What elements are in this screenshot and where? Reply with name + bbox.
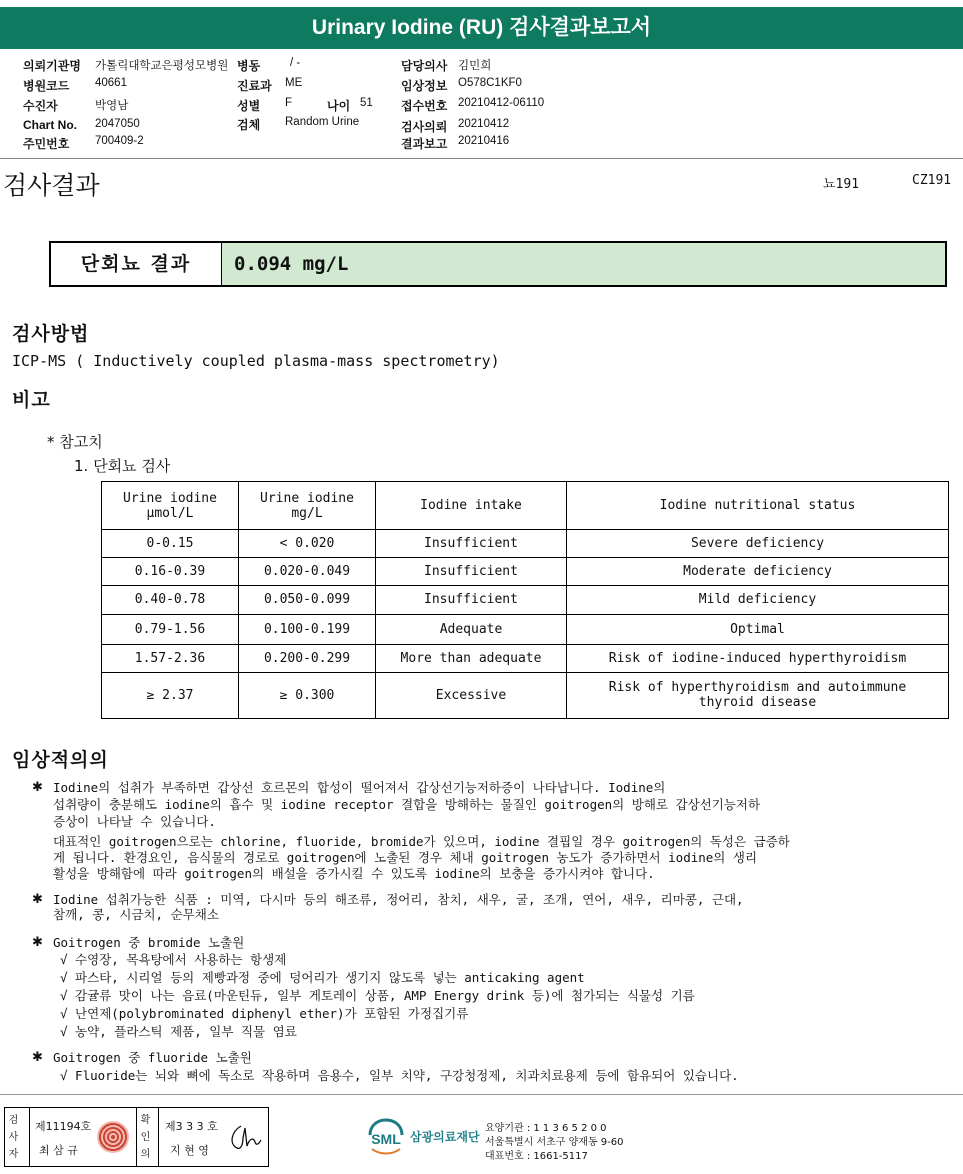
table-cell: Excessive xyxy=(376,672,567,718)
table-cell: < 0.020 xyxy=(239,530,376,558)
bullet-star-icon: ✱ xyxy=(32,780,43,795)
confirm-name: 지 현 영 xyxy=(170,1144,209,1157)
table-cell: Insufficient xyxy=(376,586,567,614)
table-row xyxy=(102,586,949,614)
result-box xyxy=(49,241,947,287)
org-line1: 요양기관 : 1 1 3 6 5 2 0 0 xyxy=(485,1123,607,1134)
table-row xyxy=(102,530,949,558)
inspector-label: 검사자 xyxy=(8,1115,19,1160)
table-cell: 0.79-1.56 xyxy=(102,614,239,644)
specimen-value: Random Urine xyxy=(285,116,360,128)
logo-text: SML xyxy=(371,1131,401,1147)
age-label: 나이 xyxy=(327,99,351,113)
doctor-value: 김민희 xyxy=(458,60,492,72)
test-code-left: 뇨191 xyxy=(823,177,860,192)
receipt-value: 20210412-06110 xyxy=(458,97,545,109)
reference-title: * 참고치 xyxy=(47,433,103,451)
table-row xyxy=(102,644,949,672)
bromide-item: √ 파스타, 시리얼 등의 제빵과정 중에 덩어리가 생기지 않도록 넣는 anticaking agent xyxy=(60,970,585,985)
bullet-star-icon: ✱ xyxy=(32,935,43,950)
footer-divider xyxy=(0,1094,963,1095)
specimen-label: 검체 xyxy=(237,118,261,132)
clinical-title: 임상적의의 xyxy=(12,749,109,771)
age-value: 51 xyxy=(360,97,373,109)
table-cell: ≥ 2.37 xyxy=(102,672,239,718)
table-cell: More than adequate xyxy=(376,644,567,672)
fluoride-item: √ Fluoride는 뇌와 뼈에 독소로 작용하며 음용수, 일부 치약, 구강청정제, 치과치료용제 등에 함유되어 있습니다. xyxy=(60,1068,739,1083)
clinical-p2-line2: 게 됩니다. 환경요인, 음식물의 경로로 goitrogen에 노출된 경우 체내 goitrogen 농도가 증가하면서 iodine의 생리 xyxy=(53,850,758,865)
inspector-number: 제11194호 xyxy=(35,1120,92,1133)
table-cell: Mild deficiency xyxy=(567,586,949,614)
sml-logo-icon xyxy=(366,1117,406,1157)
table-cell: 0.200-0.299 xyxy=(239,644,376,672)
divider xyxy=(158,1108,159,1166)
bromide-item: √ 난연제(polybrominated diphenyl ether)가 포함된 가정집기류 xyxy=(60,1006,469,1021)
clinical-label: 임상정보 xyxy=(401,79,448,93)
food-line2: 참깨, 콩, 시금치, 순무채소 xyxy=(53,907,219,922)
fluoride-title: Goitrogen 중 fluoride 노출원 xyxy=(53,1050,252,1065)
table-cell: 0-0.15 xyxy=(102,530,239,558)
code-value: 40661 xyxy=(95,77,127,89)
ward-label: 병동 xyxy=(237,59,261,73)
bromide-item: √ 농약, 플라스틱 제품, 일부 직물 염료 xyxy=(60,1024,297,1039)
table-cell: ≥ 0.300 xyxy=(239,672,376,718)
result-section-title: 검사결과 xyxy=(3,171,100,200)
table-cell: Risk of iodine-induced hyperthyroidism xyxy=(567,644,949,672)
dept-value: ME xyxy=(285,77,303,89)
ward-value: / - xyxy=(290,57,301,69)
table-cell: 0.40-0.78 xyxy=(102,586,239,614)
hospital-value: 가톨릭대학교은평성모병원 xyxy=(95,60,229,72)
patient-label: 수진자 xyxy=(23,99,58,113)
divider xyxy=(136,1108,137,1166)
clinical-p1-line2: 섭취량이 충분해도 iodine의 흡수 및 iodine receptor 결합을 방해하는 물질인 goitrogen의 방해로 갑상선기능저하 xyxy=(53,797,761,812)
table-cell: Risk of hyperthyroidism and autoimmune thyroid disease xyxy=(567,672,949,718)
header-divider xyxy=(0,158,963,159)
table-cell: Insufficient xyxy=(376,558,567,586)
table-cell: 1.57-2.36 xyxy=(102,644,239,672)
org-line3: 대표번호 : 1661-5117 xyxy=(485,1151,588,1162)
dept-label: 진료과 xyxy=(237,79,272,93)
table-header-cell: Iodine nutritional status xyxy=(567,482,949,530)
table-header-row xyxy=(102,482,949,530)
sex-label: 성별 xyxy=(237,99,261,113)
table-row xyxy=(102,558,949,586)
bullet-star-icon: ✱ xyxy=(32,892,43,907)
inspector-name: 최 삼 규 xyxy=(39,1144,78,1157)
reference-table xyxy=(101,481,949,719)
sex-value: F xyxy=(285,97,293,109)
signature-icon xyxy=(227,1122,263,1154)
clinical-p2-line1: 대표적인 goitrogen으로는 chlorine, fluoride, bromide가 있으며, iodine 결핍일 경우 goitrogen의 독성은 급증하 xyxy=(53,834,790,849)
table-header-cell: Urine iodine mg/L xyxy=(239,482,376,530)
hospital-label: 의뢰기관명 xyxy=(23,59,81,73)
patient-value: 박영남 xyxy=(95,100,129,112)
table-row xyxy=(102,614,949,644)
method-title: 검사방법 xyxy=(12,323,90,345)
code-label: 병원코드 xyxy=(23,79,70,93)
report-title-banner: Urinary Iodine (RU) 검사결과보고서 xyxy=(0,7,963,49)
bromide-item: √ 감귤류 맛이 나는 음료(마운틴듀, 일부 게토레이 상품, AMP Energy drink 등)에 첨가되는 식물성 기름 xyxy=(60,988,695,1003)
confirm-number: 제3 3 3 호 xyxy=(165,1120,218,1133)
test-code-right: CZ191 xyxy=(912,173,952,188)
table-header-cell: Iodine intake xyxy=(376,482,567,530)
table-row xyxy=(102,672,949,718)
request-label: 검사의뢰 xyxy=(401,120,448,134)
table-cell: Optimal xyxy=(567,614,949,644)
table-cell: 0.16-0.39 xyxy=(102,558,239,586)
receipt-label: 접수번호 xyxy=(401,99,448,113)
method-text: ICP-MS ( Inductively coupled plasma-mass spectrometry) xyxy=(12,352,500,370)
confirm-label: 확인의 xyxy=(140,1115,151,1160)
chart-value: 2047050 xyxy=(95,118,140,130)
remarks-title: 비고 xyxy=(12,389,51,411)
doctor-label: 담당의사 xyxy=(401,59,448,73)
request-value: 20210412 xyxy=(458,118,510,130)
table-cell: Severe deficiency xyxy=(567,530,949,558)
reference-subtitle: 1. 단회뇨 검사 xyxy=(74,457,171,475)
clinical-value: O578C1KF0 xyxy=(458,77,522,89)
table-cell: 0.050-0.099 xyxy=(239,586,376,614)
divider xyxy=(29,1108,30,1166)
id-label: 주민번호 xyxy=(23,137,70,151)
signature-box xyxy=(4,1107,269,1167)
bromide-item: √ 수영장, 목욕탕에서 사용하는 항생제 xyxy=(60,952,287,967)
org-line2: 서울특별시 서초구 양재동 9-60 xyxy=(485,1137,624,1148)
chart-label: Chart No. xyxy=(23,118,77,132)
table-cell: Moderate deficiency xyxy=(567,558,949,586)
bromide-title: Goitrogen 중 bromide 노출원 xyxy=(53,935,245,950)
bullet-star-icon: ✱ xyxy=(32,1050,43,1065)
clinical-p1-line1: Iodine의 섭취가 부족하면 갑상선 호르몬의 합성이 떨어져서 갑상선기능저하증이 나타납니다. Iodine의 xyxy=(53,780,666,795)
id-value: 700409-2 xyxy=(95,135,144,147)
result-value: 0.094 mg/L xyxy=(222,243,945,285)
report-value: 20210416 xyxy=(458,135,510,147)
seal-stamp-icon xyxy=(97,1121,129,1153)
food-line1: Iodine 섭취가능한 식품 : 미역, 다시마 등의 해조류, 정어리, 참치, 새우, 굴, 조개, 연어, 새우, 리마콩, 근대, xyxy=(53,892,744,907)
table-header-cell: Urine iodine μmol/L xyxy=(102,482,239,530)
table-cell: 0.020-0.049 xyxy=(239,558,376,586)
table-cell: 0.100-0.199 xyxy=(239,614,376,644)
report-label: 결과보고 xyxy=(401,137,448,151)
result-label: 단회뇨 결과 xyxy=(51,243,222,285)
clinical-p1-line3: 증상이 나타날 수 있습니다. xyxy=(53,814,216,829)
table-cell: Adequate xyxy=(376,614,567,644)
org-name: 삼광의료재단 xyxy=(410,1130,480,1144)
clinical-p2-line3: 활성을 방해함에 따라 goitrogen의 배설을 증가시킬 수 있도록 iodine의 보충을 증가시켜야 합니다. xyxy=(53,866,655,881)
table-cell: Insufficient xyxy=(376,530,567,558)
